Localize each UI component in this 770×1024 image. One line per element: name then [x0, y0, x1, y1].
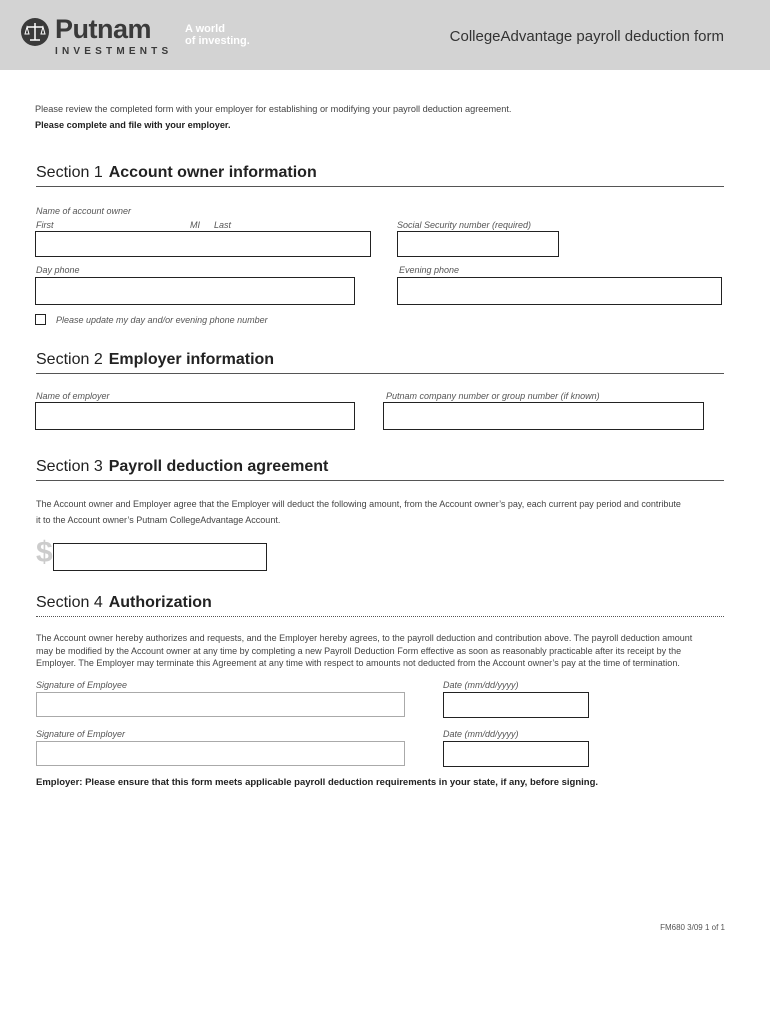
update-phone-checkbox[interactable]	[35, 314, 46, 325]
section-4-heading	[36, 594, 724, 617]
section-title: Payroll deduction agreement	[108, 458, 329, 475]
section-title: Authorization	[108, 594, 212, 611]
day-phone-label: Day phone	[36, 265, 80, 275]
deduction-amount-field[interactable]	[53, 543, 267, 571]
employee-date-label: Date (mm/dd/yyyy)	[443, 680, 519, 690]
update-phone-label: Please update my day and/or evening phone number	[56, 315, 268, 325]
employer-name-label: Name of employer	[36, 391, 110, 401]
employer-name-field[interactable]	[35, 402, 355, 430]
evening-phone-field[interactable]	[397, 277, 722, 305]
dollar-sign-icon: $	[36, 536, 53, 569]
authorization-text	[36, 632, 726, 670]
form-title: CollegeAdvantage payroll deduction form	[449, 28, 724, 45]
employer-signature-field[interactable]	[36, 741, 405, 766]
brand-subtitle: INVESTMENTS	[55, 46, 173, 57]
section-number: Section 4	[36, 594, 103, 611]
employer-date-label: Date (mm/dd/yyyy)	[443, 729, 519, 739]
section-number: Section 1	[36, 164, 103, 181]
payroll-agreement-line-1: The Account owner and Employer agree that the Employer will deduct the following amount, from the Account owner’s pay, each current pay period and contribute	[36, 499, 681, 509]
employer-date-field[interactable]	[443, 741, 589, 767]
company-number-label: Putnam company number or group number (if known)	[386, 391, 600, 401]
last-name-label: Last	[214, 220, 232, 230]
company-number-field[interactable]	[383, 402, 704, 430]
ssn-field[interactable]	[397, 231, 559, 257]
section-number: Section 3	[36, 458, 103, 475]
tagline	[185, 23, 275, 47]
ssn-label: Social Security number (required)	[397, 220, 532, 230]
section-title: Account owner information	[108, 164, 317, 181]
authorization-line-2: may be modified by the Account owner at any time by completing a new Payroll Deduction Form effective as soon as reasonably practicable after its receipt by the	[36, 645, 682, 656]
intro-instruction: Please complete and file with your employer.	[35, 120, 231, 130]
section-number: Section 2	[36, 351, 103, 368]
authorization-line-3: Employer. The Employer may terminate this Agreement at any time with respect to amounts not deducted from the Account owner’s pay at the time of termination.	[36, 658, 680, 668]
employee-signature-label: Signature of Employee	[36, 680, 128, 690]
account-owner-name-label: Name of account owner	[36, 206, 132, 216]
first-name-label: First	[36, 220, 54, 230]
section-2-heading	[36, 351, 724, 374]
brand-name: Putnam	[55, 14, 152, 44]
payroll-agreement-text	[36, 498, 736, 527]
form-footer-code: FM680 3/09 1 of 1	[660, 923, 725, 932]
employee-date-field[interactable]	[443, 692, 589, 718]
section-1-heading	[36, 164, 724, 187]
account-owner-name-field[interactable]	[35, 231, 371, 257]
employer-signature-label: Signature of Employer	[36, 729, 126, 739]
payroll-agreement-line-2: it to the Account owner’s Putnam CollegeAdvantage Account.	[36, 515, 281, 525]
tagline-line-1: A world	[185, 23, 225, 35]
tagline-line-2: of investing.	[185, 35, 250, 47]
authorization-line-1: The Account owner hereby authorizes and requests, and the Employer hereby agrees, to the payroll deduction and contribution above. The payroll deduction amount	[36, 633, 693, 643]
evening-phone-label: Evening phone	[399, 265, 460, 275]
section-3-heading	[36, 458, 724, 481]
day-phone-field[interactable]	[35, 277, 355, 305]
employee-signature-field[interactable]	[36, 692, 405, 717]
intro-text: Please review the completed form with your employer for establishing or modifying your payroll deduction agreement.	[35, 104, 512, 114]
middle-initial-label: MI	[190, 220, 200, 230]
scales-of-justice-icon	[20, 17, 50, 47]
employer-note: Employer: Please ensure that this form meets applicable payroll deduction requirements in your state, if any, before signing.	[36, 777, 599, 788]
section-title: Employer information	[108, 351, 275, 368]
